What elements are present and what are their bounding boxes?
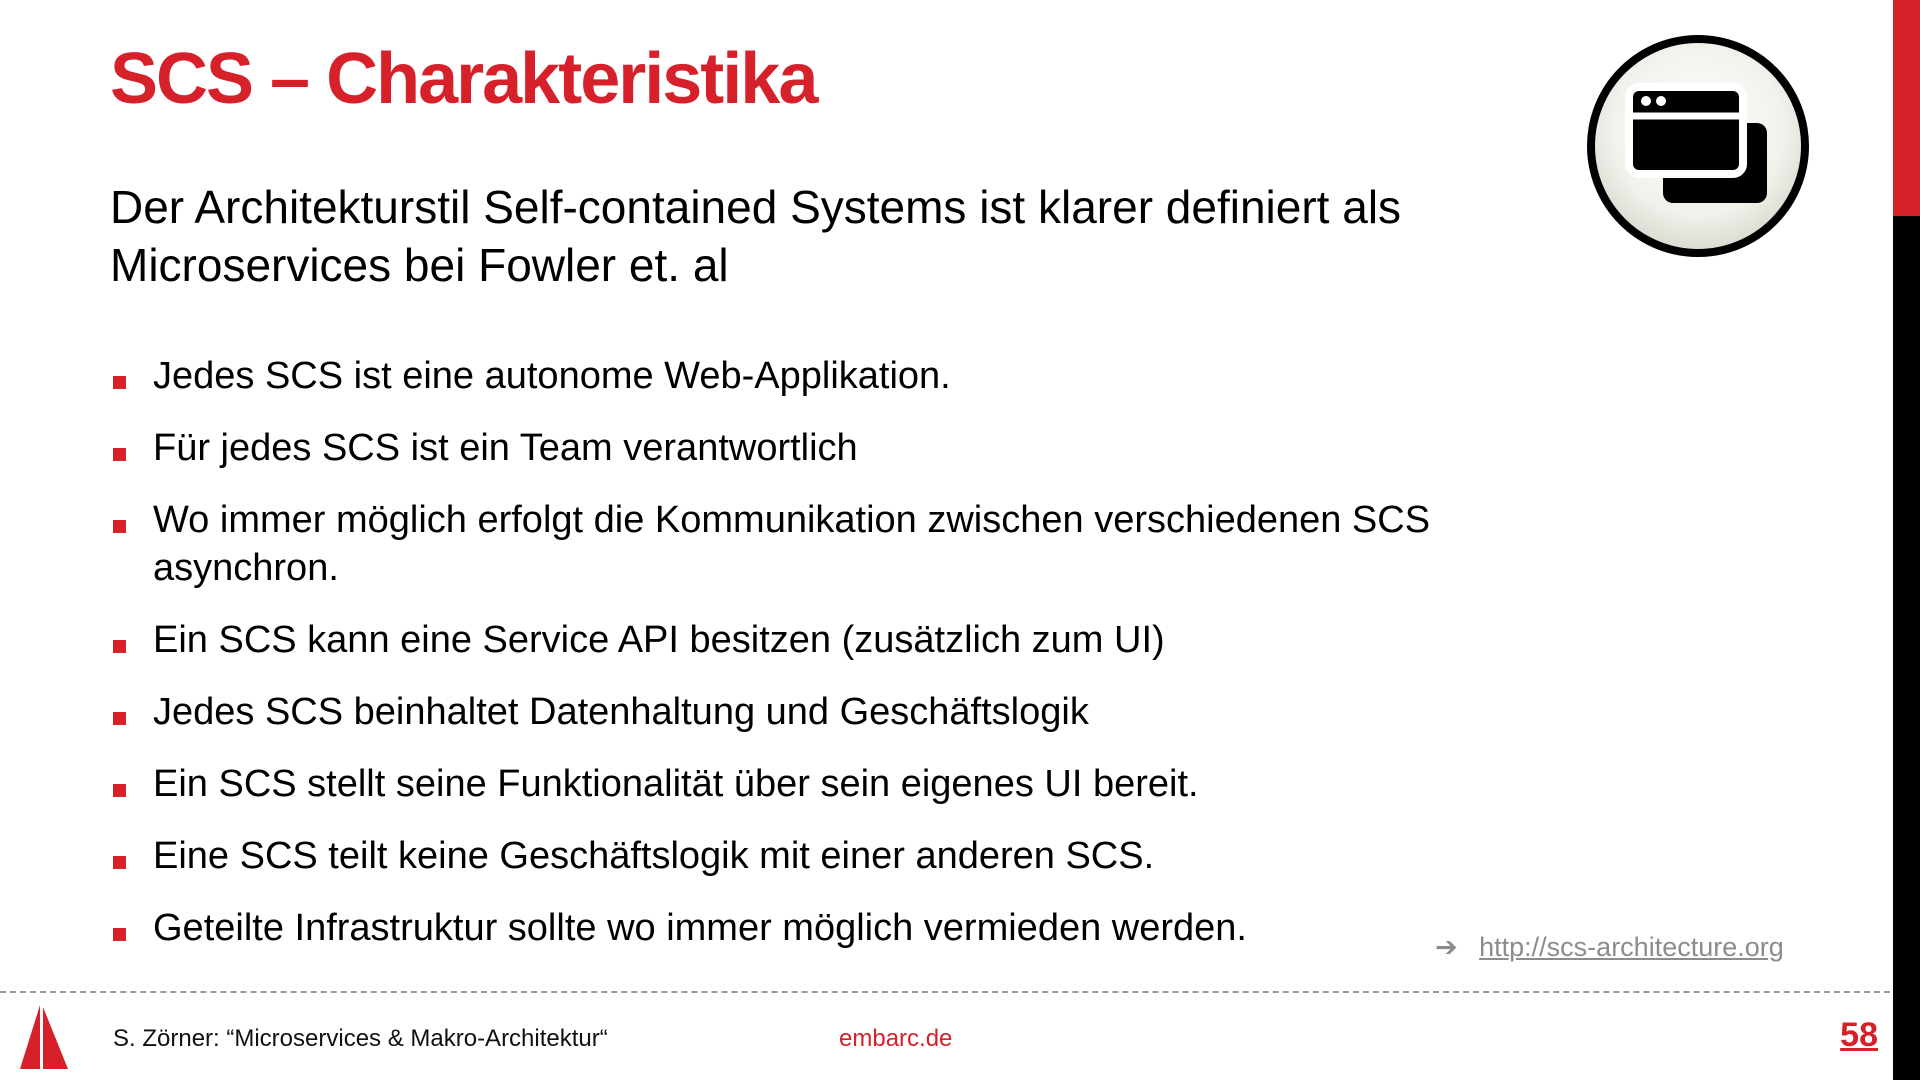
- bullet-text: Jedes SCS ist eine autonome Web-Applikation.: [153, 355, 951, 397]
- arrow-right-icon: ➔: [1435, 932, 1458, 962]
- right-accent-bar-red: [1893, 0, 1920, 216]
- embarc-sail-logo: [20, 1005, 72, 1069]
- bullet-item-5: [110, 688, 1480, 736]
- bullet-marker-icon: [113, 712, 126, 725]
- bullet-marker-icon: [113, 376, 126, 389]
- bullet-item-6: [110, 760, 1480, 808]
- bullet-item-4: [110, 616, 1480, 664]
- bullet-marker-icon: [113, 448, 126, 461]
- bullet-marker-icon: [113, 856, 126, 869]
- page-number: 58: [1840, 1016, 1878, 1054]
- bullet-text: Ein SCS kann eine Service API besitzen (zusätzlich zum UI): [153, 619, 1165, 661]
- bullet-text: Geteilte Infrastruktur sollte wo immer möglich vermieden werden.: [153, 907, 1247, 949]
- bullet-text: Ein SCS stellt seine Funktionalität über sein eigenes UI bereit.: [153, 763, 1199, 805]
- bullet-item-8: [110, 904, 1480, 952]
- bullet-marker-icon: [113, 640, 126, 653]
- footer-author: S. Zörner: “Microservices & Makro-Architektur“: [113, 1025, 608, 1052]
- slide-title: SCS – Charakteristika: [110, 39, 817, 119]
- bullet-text: Eine SCS teilt keine Geschäftslogik mit einer anderen SCS.: [153, 835, 1155, 877]
- bullet-marker-icon: [113, 784, 126, 797]
- bullet-item-2: [110, 424, 1480, 472]
- bullet-text: Jedes SCS beinhaltet Datenhaltung und Geschäftslogik: [153, 691, 1089, 733]
- bullet-item-7: [110, 832, 1480, 880]
- bullet-item-1: [110, 352, 1480, 400]
- bullet-text: Für jedes SCS ist ein Team verantwortlich: [153, 427, 858, 469]
- bullet-marker-icon: [113, 520, 126, 533]
- intro-statement: Der Architekturstil Self-contained Systems ist klarer definiert als Microservices bei Fowler et. al: [110, 181, 1402, 291]
- bullet-item-3: [110, 496, 1480, 592]
- footer-site: embarc.de: [839, 1025, 953, 1052]
- browser-windows-icon: [1585, 33, 1811, 259]
- right-accent-bar-black: [1893, 216, 1920, 1080]
- footer-divider: [0, 991, 1890, 993]
- bullet-marker-icon: [113, 928, 126, 941]
- bullet-list: [110, 352, 1480, 976]
- scs-architecture-link[interactable]: http://scs-architecture.org: [1479, 932, 1784, 962]
- reference-link-row: [1435, 930, 1784, 964]
- bullet-text: Wo immer möglich erfolgt die Kommunikation zwischen verschiedenen SCS asynchron.: [153, 499, 1431, 589]
